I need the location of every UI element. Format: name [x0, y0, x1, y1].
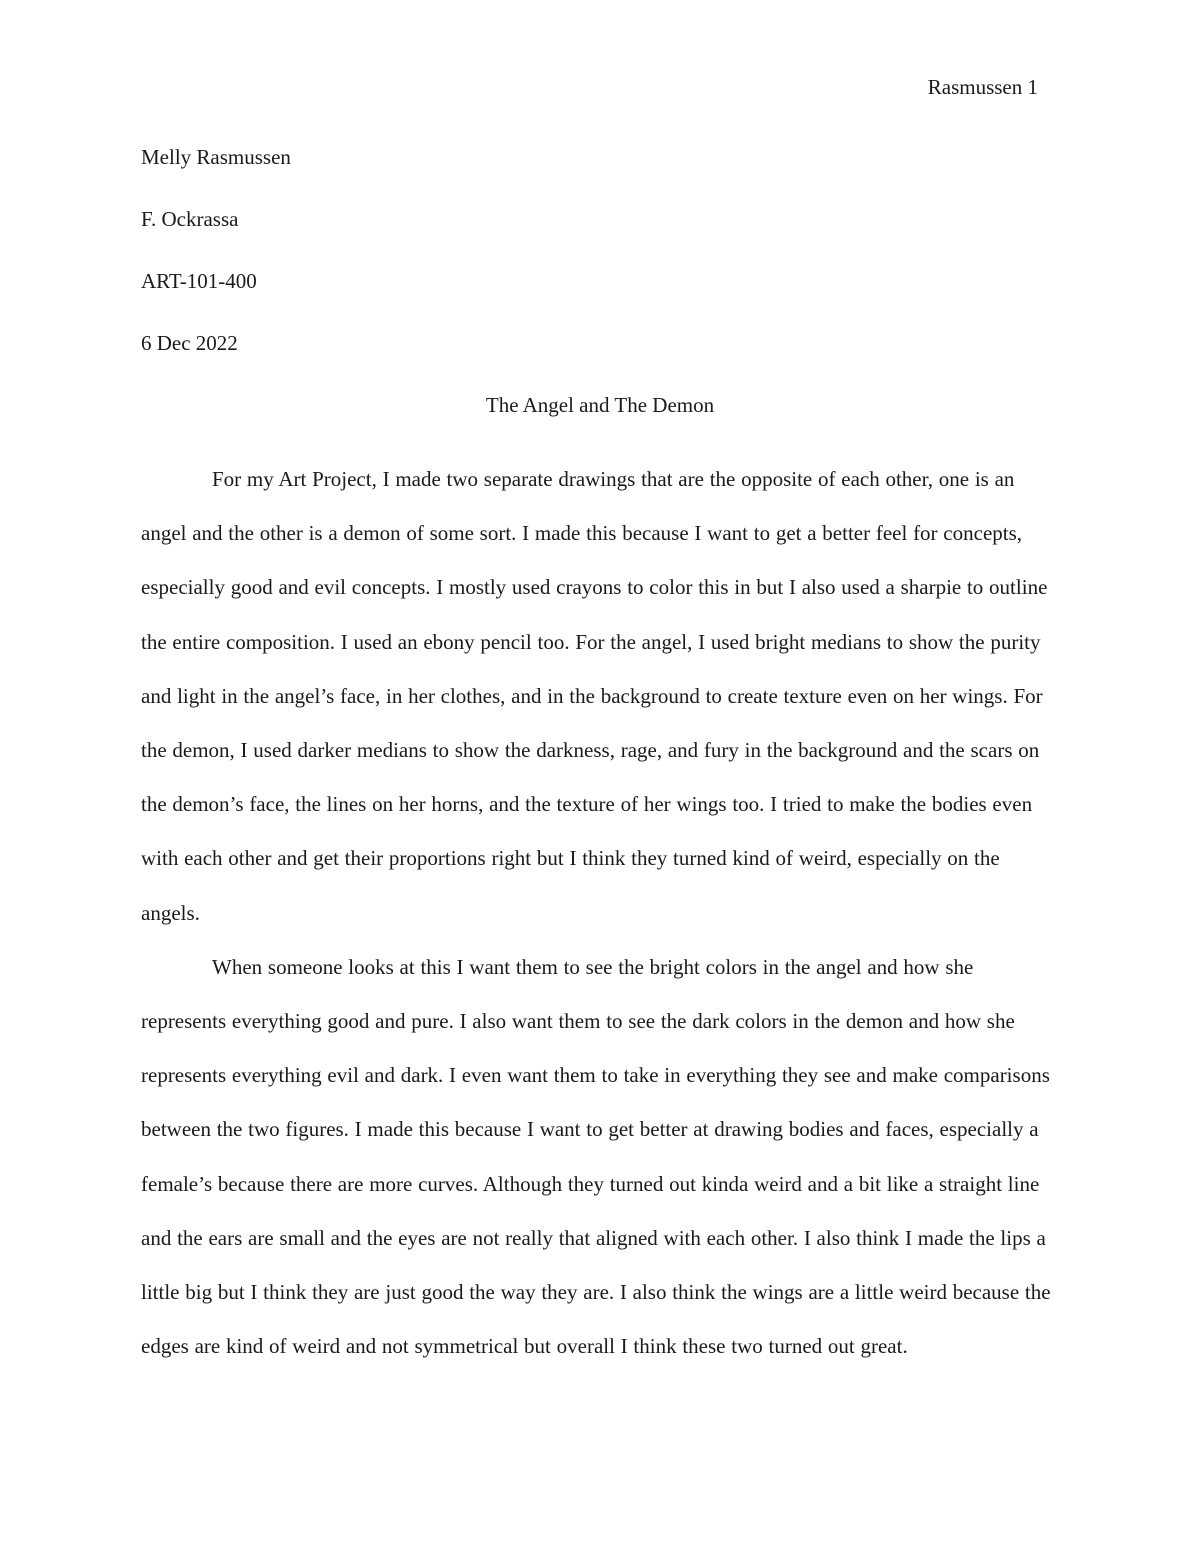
- essay-title: The Angel and The Demon: [485, 393, 715, 417]
- course-code: ART-101-400: [141, 269, 257, 293]
- submission-date: 6 Dec 2022: [141, 331, 238, 355]
- document-body: [141, 142, 1059, 1373]
- instructor-name: F. Ockrassa: [141, 207, 239, 231]
- student-name: Melly Rasmussen: [141, 145, 291, 169]
- body-paragraph-1: For my Art Project, I made two separate drawings that are the opposite of each other, one is an angel and the other is a demon of some sort. I made this because I want to get a better feel for concepts, especially good and evil concepts. I mostly used crayons to color this in but I also used a sharpie to outline the entire composition. I used an ebony pencil too. For the angel, I used bright medians to show the purity and light in the angel’s face, in her clothes, and in the background to create texture even on her wings. For the demon, I used darker medians to show the darkness, rage, and fury in the background and the scars on the demon’s face, the lines on her horns, and the texture of her wings too. I tried to make the bodies even with each other and get their proportions right but I think they turned kind of weird, especially on the angels.: [141, 467, 1048, 925]
- running-head: Rasmussen 1: [927, 75, 1038, 99]
- body-paragraph-2: When someone looks at this I want them to see the bright colors in the angel and how she represents everything good and pure. I also want them to see the dark colors in the demon and how she represents everything evil and dark. I even want them to take in everything they see and make comparisons between the two figures. I made this because I want to get better at drawing bodies and faces, especially a female’s because there are more curves. Although they turned out kinda weird and a bit like a straight line and the ears are small and the eyes are not really that aligned with each other. I also think I made the lips a little big but I think they are just good the way they are. I also think the wings are a little weird because the edges are kind of weird and not symmetrical but overall I think these two turned out great.: [141, 954, 1051, 1359]
